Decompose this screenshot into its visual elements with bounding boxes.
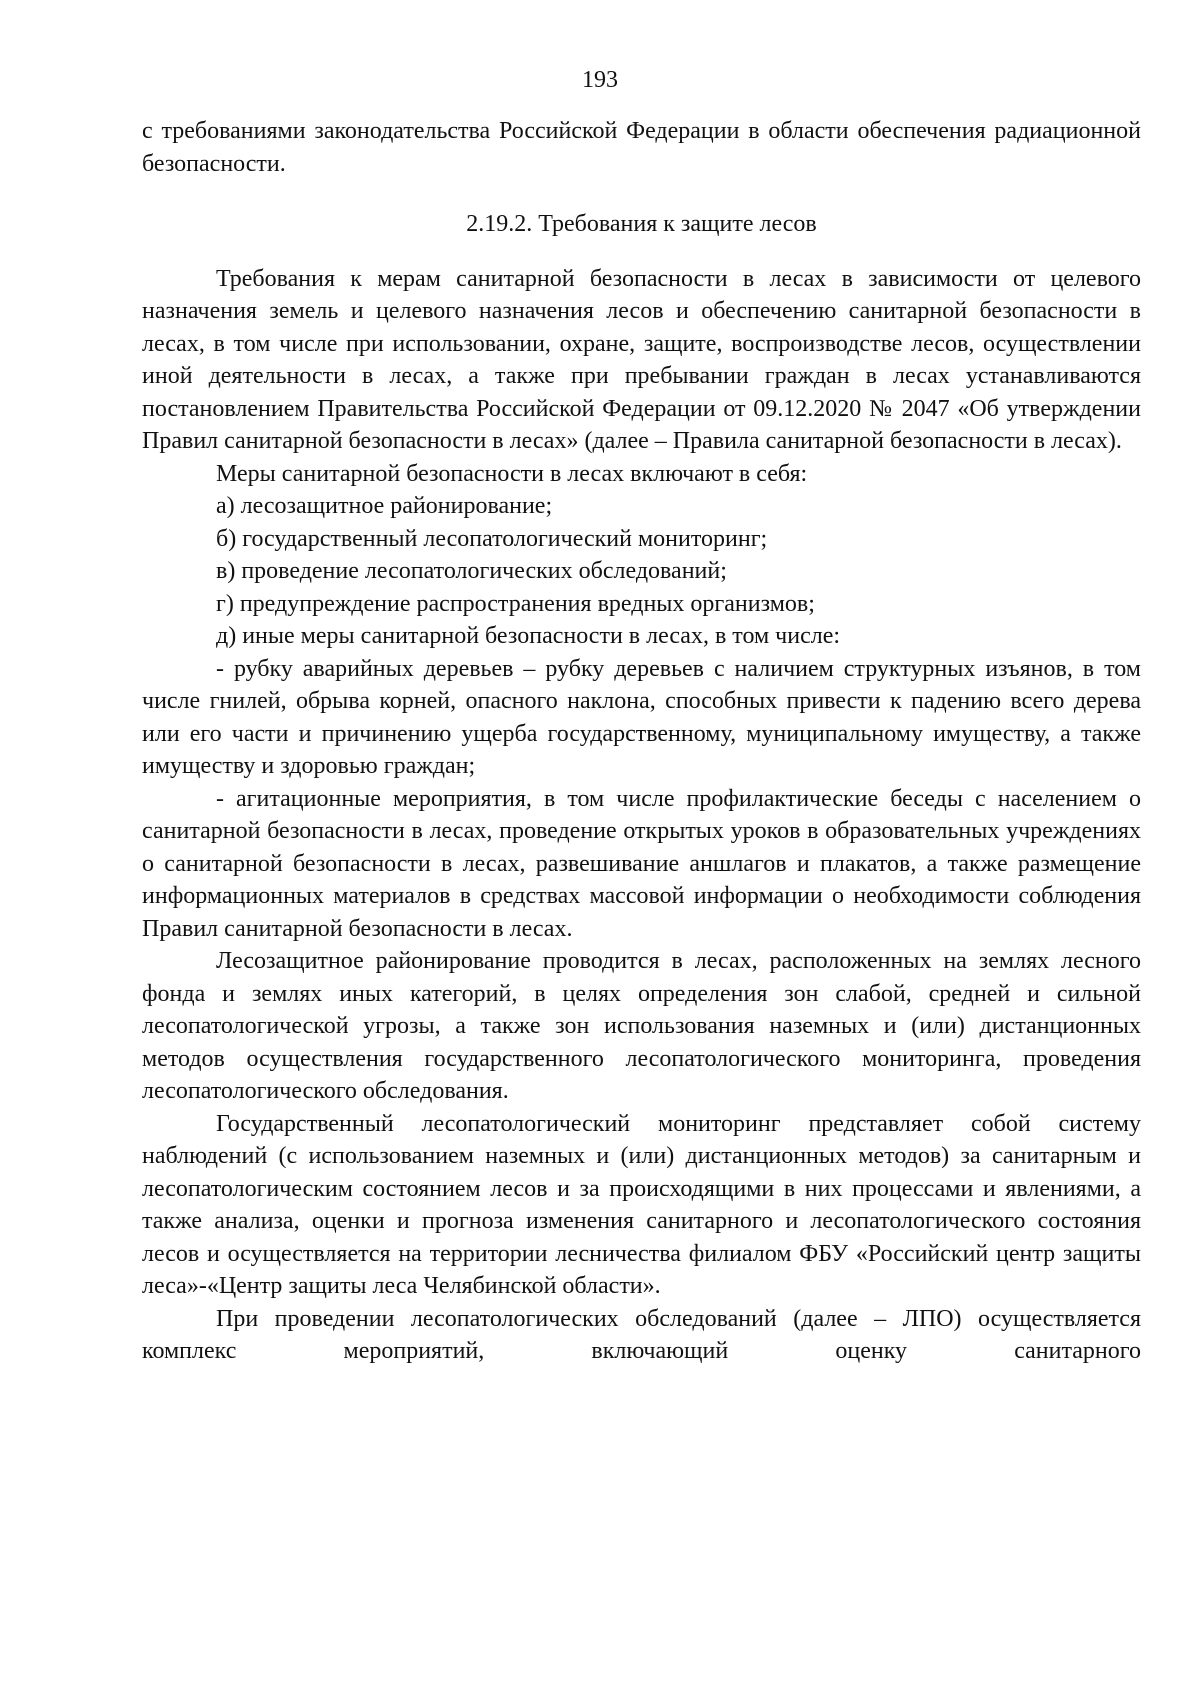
document-body bbox=[142, 115, 1141, 1368]
monitoring-paragraph: Государственный лесопатологический мониторинг представляет собой систему наблюдений (с использованием наземных и (или) дистанционных методов) за санитарным и лесопатологическим состоянием лесов и за происходящими в них процессами и явлениями, а также анализа, оценки и прогноза изменения санитарного и лесопатологического состояния лесов и осуществляется на территории лесничества филиалом ФБУ «Российский центр защиты леса»-«Центр защиты леса Челябинской области». bbox=[142, 1110, 1141, 1299]
measure-item-v: в) проведение лесопатологических обследований; bbox=[216, 558, 727, 584]
measure-item-b: б) государственный лесопатологический мониторинг; bbox=[216, 525, 768, 552]
measure-item-g: г) предупреждение распространения вредных организмов; bbox=[216, 590, 815, 617]
measure-item-d: д) иные меры санитарной безопасности в лесах, в том числе: bbox=[216, 623, 841, 649]
intro-paragraph: с требованиями законодательства Российской Федерации в области обеспечения радиационной безопасности. bbox=[142, 118, 1141, 177]
measures-intro: Меры санитарной безопасности в лесах включают в себя: bbox=[216, 460, 808, 487]
zoning-paragraph: Лесозащитное районирование проводится в лесах, расположенных на землях лесного фонда и землях иных категорий, в целях определения зон слабой, средней и сильной лесопатологической угрозы, а также зон использования наземных и (или) дистанционных методов осуществления государственного лесопатологического мониторинга, проведения лесопатологического обследования. bbox=[142, 948, 1141, 1104]
page-number: 193 bbox=[582, 67, 618, 93]
sub-measure-awareness: - агитационные мероприятия, в том числе профилактические беседы с населением о санитарной безопасности в лесах, проведение открытых уроков в образовательных учреждениях о санитарной безопасности в лесах, развешивание аншлагов и плакатов, а также размещение информационных материалов в средствах массовой информации о необходимости соблюдения Правил санитарной безопасности в лесах. bbox=[142, 785, 1141, 942]
measure-item-a: а) лесозащитное районирование; bbox=[216, 493, 553, 519]
lpo-paragraph: При проведении лесопатологических обследований (далее – ЛПО) осуществляется комплекс мероприятий, включающий оценку санитарного bbox=[142, 1305, 1141, 1364]
requirements-paragraph: Требования к мерам санитарной безопасности в лесах в зависимости от целевого назначения земель и целевого назначения лесов и обеспечению санитарной безопасности в лесах, в том числе при использовании, охране, защите, воспроизводстве лесов, осуществлении иной деятельности в лесах, а также при пребывании граждан в лесах устанавливаются постановлением Правительства Российской Федерации от 09.12.2020 № 2047 «Об утверждении Правил санитарной безопасности в лесах» (далее – Правила санитарной безопасности в лесах). bbox=[142, 265, 1141, 454]
section-heading: 2.19.2. Требования к защите лесов bbox=[466, 211, 817, 237]
sub-measure-emergency-felling: - рубку аварийных деревьев – рубку деревьев с наличием структурных изъянов, в том числе гнилей, обрыва корней, опасного наклона, способных привести к падению всего дерева или его части и причинению ущерба государственному, муниципальному имуществу, а также имуществу и здоровью граждан; bbox=[142, 655, 1141, 779]
